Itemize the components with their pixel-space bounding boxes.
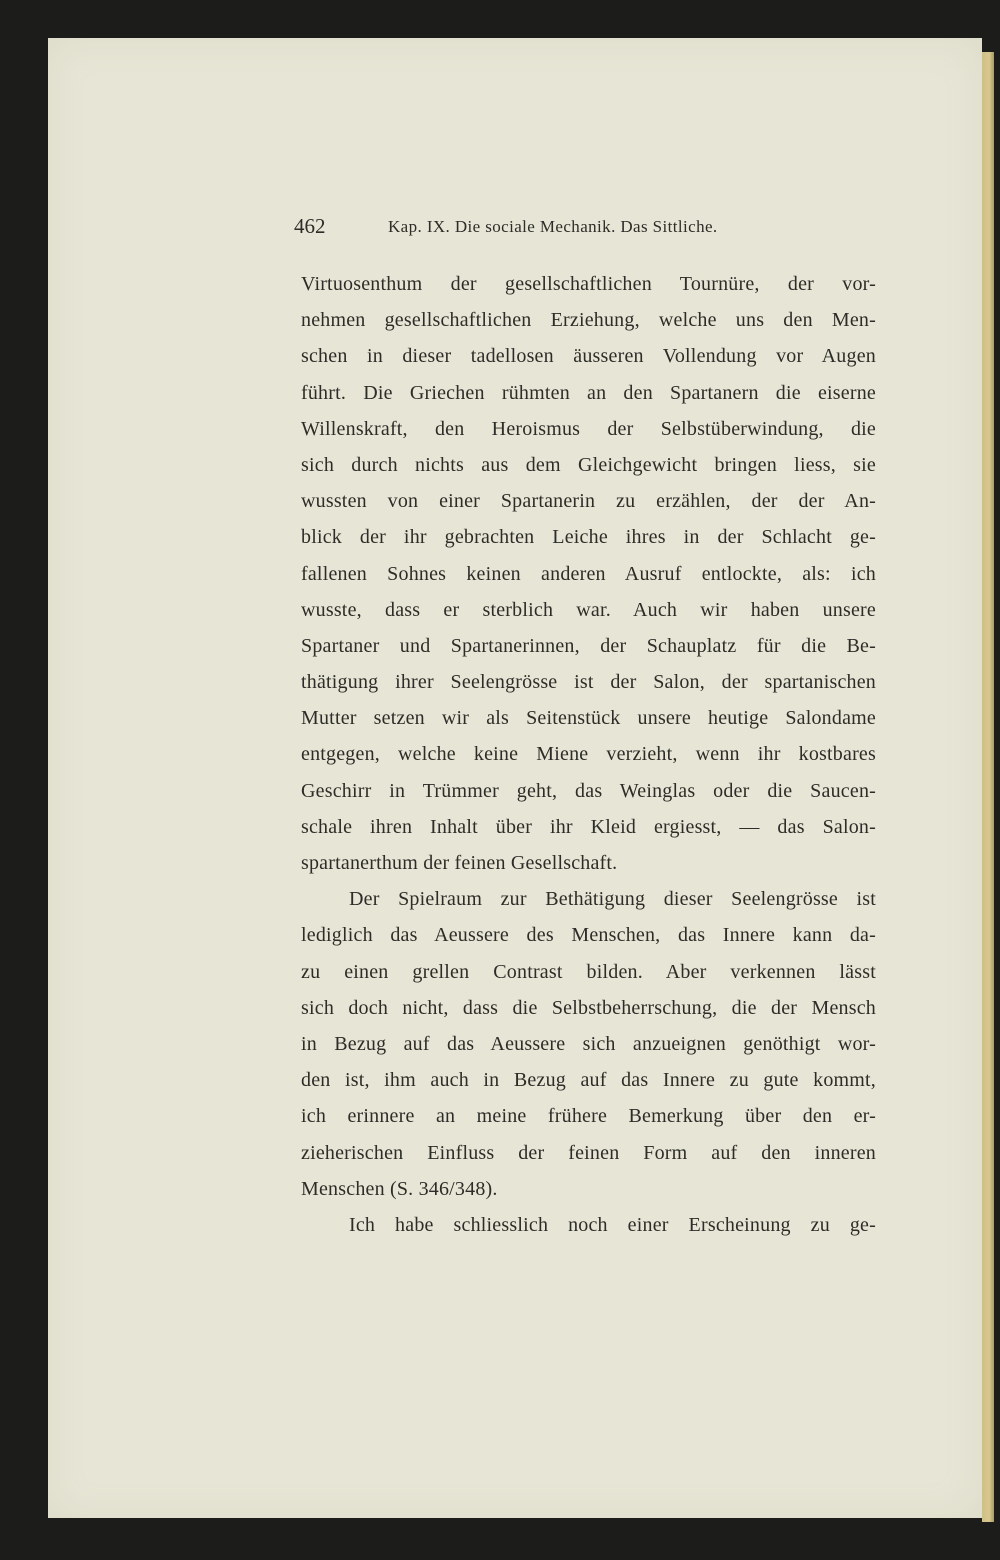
- text-line: wusste, dass er sterblich war. Auch wir haben unsere: [301, 598, 876, 621]
- running-head: Kap. IX. Die sociale Mechanik. Das Sittliche.: [388, 217, 718, 236]
- text-line: Der Spielraum zur Bethätigung dieser Seelengrösse ist: [349, 888, 876, 911]
- text-line: nehmen gesellschaftlichen Erziehung, welche uns den Men-: [301, 309, 876, 332]
- page-number: 462: [294, 214, 326, 238]
- text-line: den ist, ihm auch in Bezug auf das Innere zu gute kommt,: [301, 1069, 876, 1092]
- text-line: Mutter setzen wir als Seitenstück unsere heutige Salondame: [301, 707, 876, 730]
- page-header: [294, 214, 894, 248]
- text-line: ich erinnere an meine frühere Bemerkung über den er-: [301, 1105, 876, 1128]
- text-line: lediglich das Aeussere des Menschen, das Innere kann da-: [301, 924, 876, 947]
- text-line: zu einen grellen Contrast bilden. Aber verkennen lässt: [301, 960, 876, 983]
- text-line: entgegen, welche keine Miene verzieht, wenn ihr kostbares: [301, 743, 876, 766]
- text-line: Menschen (S. 346/348).: [301, 1177, 498, 1200]
- text-line: schale ihren Inhalt über ihr Kleid ergiesst, — das Salon-: [301, 815, 876, 838]
- page-edge: [982, 52, 994, 1522]
- text-line: sich doch nicht, dass die Selbstbeherrschung, die der Mensch: [301, 996, 876, 1019]
- text-line: zieherischen Einfluss der feinen Form auf den inneren: [301, 1141, 876, 1164]
- text-line: in Bezug auf das Aeussere sich anzueignen genöthigt wor-: [301, 1032, 876, 1055]
- text-line: Geschirr in Trümmer geht, das Weinglas oder die Saucen-: [301, 779, 876, 802]
- text-line: wussten von einer Spartanerin zu erzählen, der der An-: [301, 490, 876, 513]
- text-line: Willenskraft, den Heroismus der Selbstüberwindung, die: [301, 417, 876, 440]
- text-line: führt. Die Griechen rühmten an den Spartanern die eiserne: [301, 381, 876, 404]
- text-line: thätigung ihrer Seelengrösse ist der Salon, der spartanischen: [301, 671, 876, 694]
- text-line: fallenen Sohnes keinen anderen Ausruf entlockte, als: ich: [301, 562, 876, 585]
- body-text: [301, 266, 876, 1243]
- text-line: Spartaner und Spartanerinnen, der Schauplatz für die Be-: [301, 634, 876, 657]
- text-line: Ich habe schliesslich noch einer Erscheinung zu ge-: [349, 1213, 876, 1236]
- text-line: schen in dieser tadellosen äusseren Vollendung vor Augen: [301, 345, 876, 368]
- text-line: blick der ihr gebrachten Leiche ihres in der Schlacht ge-: [301, 526, 876, 549]
- text-line: sich durch nichts aus dem Gleichgewicht bringen liess, sie: [301, 453, 876, 476]
- text-line: Virtuosenthum der gesellschaftlichen Tournüre, der vor-: [301, 273, 876, 295]
- text-line: spartanerthum der feinen Gesellschaft.: [301, 852, 618, 874]
